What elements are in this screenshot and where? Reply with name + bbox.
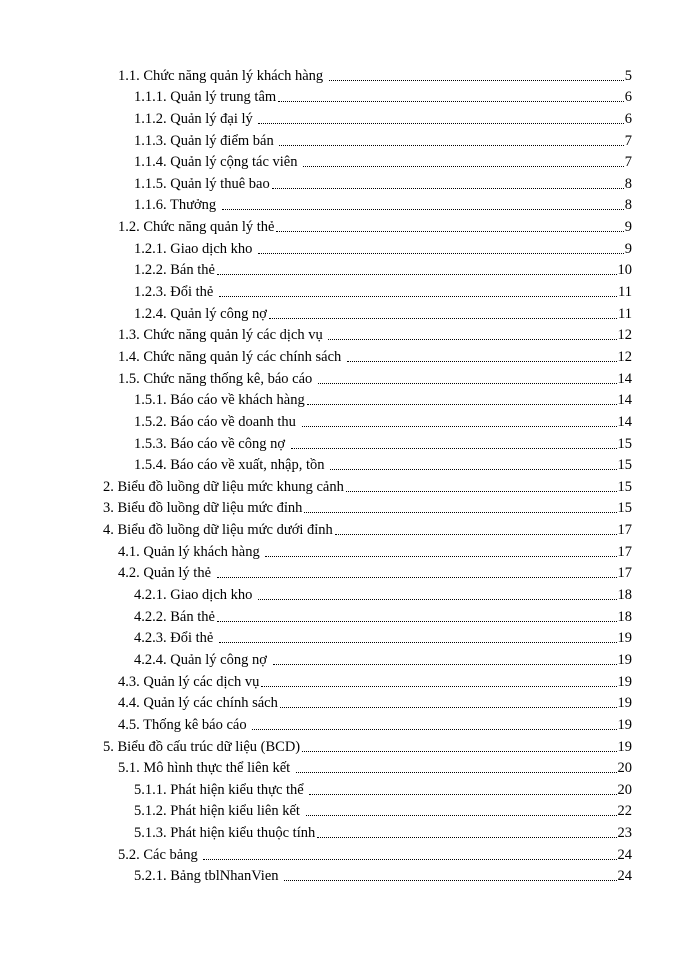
toc-entry-title: 4.1. Quản lý khách hàng (118, 543, 264, 560)
toc-dot-leader (258, 122, 623, 124)
toc-entry-title: 1.1.3. Quản lý điểm bán (134, 132, 278, 149)
toc-dot-leader (219, 641, 617, 643)
toc-entry[interactable] (0, 85, 632, 107)
toc-dot-leader (330, 468, 616, 470)
toc-entry[interactable] (0, 409, 632, 431)
toc-entry-title: 5.2.1. Bảng tblNhanVien (134, 868, 283, 885)
toc-dot-leader (328, 338, 616, 340)
toc-entry[interactable] (0, 604, 632, 626)
toc-entry-title: 4.4. Quản lý các chính sách (118, 695, 278, 712)
toc-page-number: 17 (617, 565, 632, 582)
toc-page-number: 24 (617, 846, 632, 863)
toc-entry[interactable] (0, 431, 632, 453)
toc-entry-title: 1.1.2. Quản lý đại lý (134, 110, 257, 127)
toc-entry[interactable] (0, 517, 632, 539)
toc-entry[interactable] (0, 842, 632, 864)
toc-entry[interactable] (0, 669, 632, 691)
toc-page-number: 8 (624, 175, 632, 192)
toc-entry[interactable] (0, 474, 632, 496)
toc-entry-title: 1.1.5. Quản lý thuê bao (134, 175, 270, 192)
toc-entry[interactable] (0, 106, 632, 128)
toc-page-number: 15 (617, 457, 632, 474)
toc-entry[interactable] (0, 63, 632, 85)
toc-dot-leader (252, 728, 616, 730)
toc-page-number: 7 (624, 132, 632, 149)
toc-page-number: 19 (617, 630, 632, 647)
toc-dot-leader (347, 360, 617, 362)
toc-page-number: 9 (624, 219, 632, 236)
toc-entry[interactable] (0, 301, 632, 323)
toc-dot-leader (302, 750, 616, 752)
toc-dot-leader (317, 836, 616, 838)
toc-page-number: 20 (617, 760, 632, 777)
toc-entry[interactable] (0, 258, 632, 280)
toc-dot-leader (272, 187, 624, 189)
toc-entry[interactable] (0, 712, 632, 734)
toc-entry-title: 5.1.2. Phát hiện kiểu liên kết (134, 803, 304, 820)
toc-entry-title: 1.1.6. Thưởng (134, 197, 220, 214)
toc-dot-leader (307, 403, 617, 405)
toc-entry-title: 4.5. Thống kê báo cáo (118, 716, 251, 733)
toc-page-number: 17 (617, 543, 632, 560)
toc-dot-leader (261, 685, 616, 687)
toc-entry-title: 1.1. Chức năng quản lý khách hàng (118, 67, 327, 84)
toc-dot-leader (303, 165, 624, 167)
toc-page-number: 7 (624, 154, 632, 171)
toc-dot-leader (217, 576, 617, 578)
toc-dot-leader (329, 79, 624, 81)
toc-entry[interactable] (0, 734, 632, 756)
toc-entry-title: 1.5. Chức năng thống kê, báo cáo (118, 370, 316, 387)
toc-entry-title: 1.2. Chức năng quản lý thẻ (118, 219, 275, 236)
toc-page-number: 23 (617, 825, 632, 842)
toc-page-number: 6 (624, 89, 632, 106)
toc-page-number: 18 (617, 587, 632, 604)
toc-entry[interactable] (0, 366, 632, 388)
toc-dot-leader (306, 814, 617, 816)
toc-dot-leader (217, 620, 617, 622)
toc-entry-title: 1.5.4. Báo cáo về xuất, nhập, tồn (134, 457, 329, 474)
toc-entry[interactable] (0, 128, 632, 150)
toc-page-number: 19 (617, 695, 632, 712)
toc-entry-title: 5. Biểu đồ cấu trúc dữ liệu (BCD) (103, 738, 301, 755)
toc-dot-leader (222, 208, 624, 210)
toc-entry[interactable] (0, 756, 632, 778)
toc-dot-leader (217, 273, 617, 275)
toc-entry[interactable] (0, 777, 632, 799)
toc-entry-title: 1.5.3. Báo cáo về công nợ (134, 435, 289, 452)
toc-entry-title: 1.2.2. Bán thẻ (134, 262, 215, 279)
toc-entry-title: 1.2.3. Đổi thẻ (134, 284, 217, 301)
toc-dot-leader (304, 511, 616, 513)
toc-entry-title: 4.2.1. Giao dịch kho (134, 587, 257, 604)
toc-page-number: 19 (617, 738, 632, 755)
toc-entry[interactable] (0, 344, 632, 366)
toc-page-number: 6 (624, 110, 632, 127)
toc-page-number: 22 (617, 803, 632, 820)
toc-entry-title: 2. Biểu đồ luồng dữ liệu mức khung cảnh (103, 478, 344, 495)
toc-dot-leader (219, 295, 617, 297)
toc-entry[interactable] (0, 193, 632, 215)
toc-entry-title: 4.2. Quản lý thẻ (118, 565, 215, 582)
toc-entry-title: 1.5.1. Báo cáo về khách hàng (134, 392, 305, 409)
toc-page-number: 11 (618, 284, 632, 301)
toc-page-number: 14 (617, 413, 632, 430)
toc-entry-title: 4.3. Quản lý các dịch vụ (118, 673, 260, 690)
toc-page-number: 12 (617, 327, 632, 344)
toc-page-number: 15 (617, 435, 632, 452)
toc-entry[interactable] (0, 150, 632, 172)
toc-entry-title: 4.2.4. Quản lý công nợ (134, 651, 271, 668)
toc-dot-leader (346, 490, 617, 492)
toc-page-number: 15 (617, 500, 632, 517)
toc-entry[interactable] (0, 799, 632, 821)
toc-dot-leader (265, 555, 616, 557)
toc-dot-leader (280, 706, 617, 708)
toc-page-number: 8 (624, 197, 632, 214)
toc-entry[interactable] (0, 496, 632, 518)
toc-entry[interactable] (0, 539, 632, 561)
toc-page-number: 14 (617, 370, 632, 387)
toc-page-number: 17 (617, 522, 632, 539)
toc-entry-title: 1.1.1. Quản lý trung tâm (134, 89, 277, 106)
toc-entry-title: 1.2.4. Quản lý công nợ (134, 305, 267, 322)
toc-page-number: 19 (617, 673, 632, 690)
toc-page-number: 10 (617, 262, 632, 279)
toc-dot-leader (318, 382, 617, 384)
toc-entry[interactable] (0, 561, 632, 583)
toc-dot-leader (258, 598, 616, 600)
toc-page-number: 12 (617, 348, 632, 365)
toc-entry-title: 5.2. Các bảng (118, 846, 202, 863)
toc-entry[interactable] (0, 647, 632, 669)
table-of-contents (0, 63, 700, 885)
toc-entry-title: 4. Biểu đồ luồng dữ liệu mức dưới đỉnh (103, 522, 333, 539)
toc-page-number: 18 (617, 608, 632, 625)
toc-entry-title: 5.1. Mô hình thực thể liên kết (118, 760, 294, 777)
toc-dot-leader (278, 100, 624, 102)
toc-page-number: 14 (617, 392, 632, 409)
toc-entry[interactable] (0, 279, 632, 301)
toc-page-number: 19 (617, 651, 632, 668)
toc-dot-leader (203, 858, 616, 860)
toc-page-number: 5 (624, 67, 632, 84)
toc-dot-leader (335, 533, 617, 535)
toc-page-number: 24 (617, 868, 632, 885)
toc-dot-leader (291, 447, 617, 449)
toc-dot-leader (302, 425, 617, 427)
toc-dot-leader (276, 230, 623, 232)
toc-entry[interactable] (0, 453, 632, 475)
toc-page-number: 9 (624, 240, 632, 257)
toc-entry-title: 4.2.3. Đổi thẻ (134, 630, 217, 647)
toc-page-number: 20 (617, 781, 632, 798)
toc-entry-title: 1.4. Chức năng quản lý các chính sách (118, 348, 345, 365)
toc-entry-title: 1.3. Chức năng quản lý các dịch vụ (118, 327, 327, 344)
toc-entry[interactable] (0, 214, 632, 236)
toc-entry[interactable] (0, 323, 632, 345)
toc-dot-leader (309, 793, 616, 795)
toc-entry[interactable] (0, 582, 632, 604)
toc-entry[interactable] (0, 864, 632, 886)
toc-entry[interactable] (0, 388, 632, 410)
toc-dot-leader (284, 879, 616, 881)
toc-entry-title: 3. Biểu đồ luồng dữ liệu mức đỉnh (103, 500, 303, 517)
toc-dot-leader (279, 144, 623, 146)
toc-entry-title: 4.2.2. Bán thẻ (134, 608, 215, 625)
toc-dot-leader (269, 317, 617, 319)
toc-entry[interactable] (0, 171, 632, 193)
toc-entry[interactable] (0, 820, 632, 842)
toc-entry-title: 5.1.3. Phát hiện kiểu thuộc tính (134, 825, 316, 842)
toc-page-number: 15 (617, 478, 632, 495)
toc-dot-leader (273, 663, 617, 665)
toc-entry-title: 1.5.2. Báo cáo về doanh thu (134, 413, 300, 430)
toc-entry[interactable] (0, 626, 632, 648)
toc-page-number: 19 (617, 716, 632, 733)
toc-entry[interactable] (0, 236, 632, 258)
toc-page-number: 11 (618, 305, 632, 322)
toc-entry[interactable] (0, 691, 632, 713)
toc-entry-title: 5.1.1. Phát hiện kiểu thực thể (134, 781, 308, 798)
toc-entry-title: 1.2.1. Giao dịch kho (134, 240, 257, 257)
toc-dot-leader (296, 771, 617, 773)
toc-entry-title: 1.1.4. Quản lý cộng tác viên (134, 154, 302, 171)
toc-dot-leader (258, 252, 624, 254)
